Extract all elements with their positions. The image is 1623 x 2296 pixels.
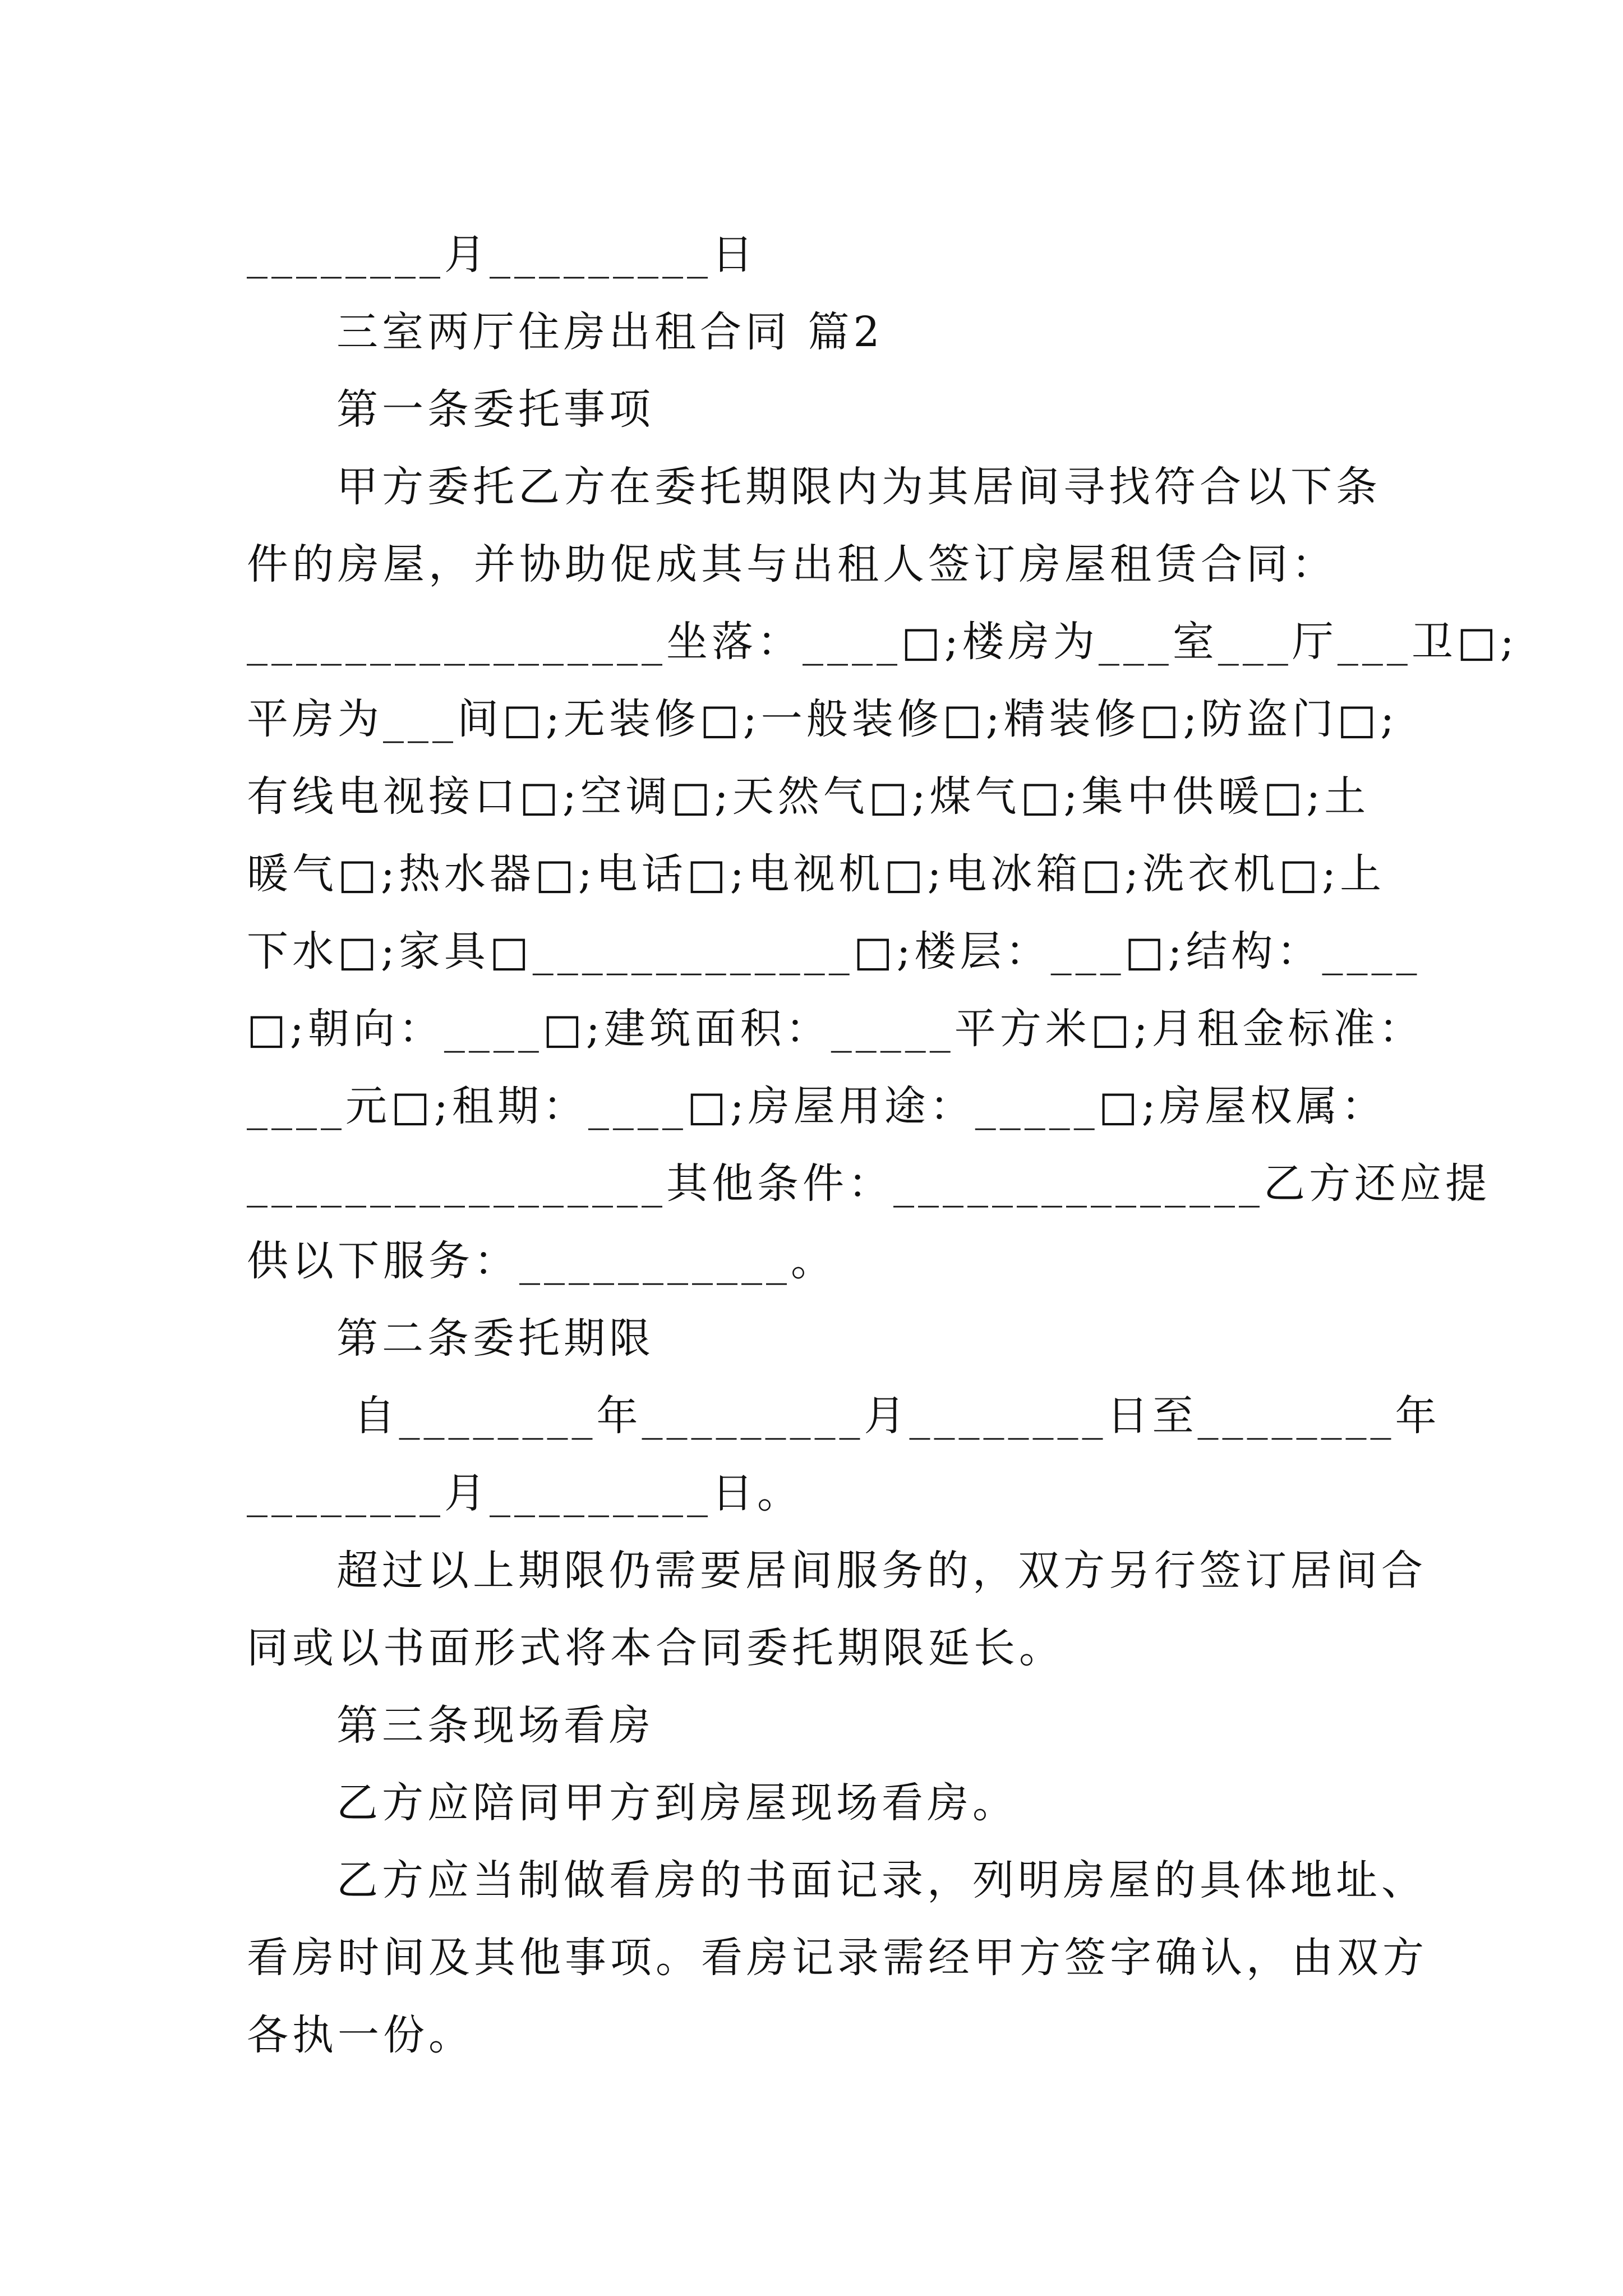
form-line: □;朝向：____□;建筑面积：_____平方米□;月租金标准： xyxy=(247,1005,1424,1053)
paragraph-line: 同或以书面形式将本合同委托期限延长。 xyxy=(247,1624,1064,1672)
form-line: 有线电视接口□;空调□;天然气□;煤气□;集中供暖□;土 xyxy=(247,772,1370,821)
form-line: 下水□;家具□_____________□;楼层：___□;结构：____ xyxy=(247,927,1421,976)
form-line: _________________坐落：____□;楼房为___室___厅___卫□; xyxy=(247,618,1518,666)
paragraph-line: 看房时间及其他事项。看房记录需经甲方签字确认，由双方 xyxy=(247,1934,1428,1982)
paragraph-line: 各执一份。 xyxy=(247,2011,474,2059)
date-line: ________月_________日 xyxy=(247,231,757,279)
article-1-heading: 第一条委托事项 xyxy=(336,385,654,434)
paragraph-line: 乙方应当制做看房的书面记录，列明房屋的具体地址、 xyxy=(336,1856,1427,1904)
form-line: 供以下服务：___________。 xyxy=(247,1237,836,1285)
form-line: _________________其他条件：_______________乙方还应提 xyxy=(247,1159,1491,1208)
section-title: 三室两厅住房出租合同 篇2 xyxy=(336,308,884,356)
date-range-line: ________月_________日。 xyxy=(247,1469,803,1517)
article-2-heading: 第二条委托期限 xyxy=(336,1314,654,1363)
form-line: ____元□;租期：____□;房屋用途：_____□;房屋权属： xyxy=(247,1082,1387,1130)
form-line: 暖气□;热水器□;电话□;电视机□;电冰箱□;洗衣机□;上 xyxy=(247,850,1386,898)
paragraph-line: 件的房屋，并协助促成其与出租人签订房屋租赁合同： xyxy=(247,540,1337,588)
document-body xyxy=(247,216,1518,2074)
paragraph-line: 甲方委托乙方在委托期限内为其居间寻找符合以下条 xyxy=(336,463,1381,511)
date-range-line: 自________年_________月________日至________年 xyxy=(336,1392,1441,1440)
paragraph-line: 超过以上期限仍需要居间服务的，双方另行签订居间合 xyxy=(336,1547,1427,1595)
form-line: 平房为___间□;无装修□;一般装修□;精装修□;防盗门□; xyxy=(247,695,1399,743)
paragraph-line: 乙方应陪同甲方到房屋现场看房。 xyxy=(336,1779,1018,1827)
article-3-heading: 第三条现场看房 xyxy=(336,1701,654,1750)
